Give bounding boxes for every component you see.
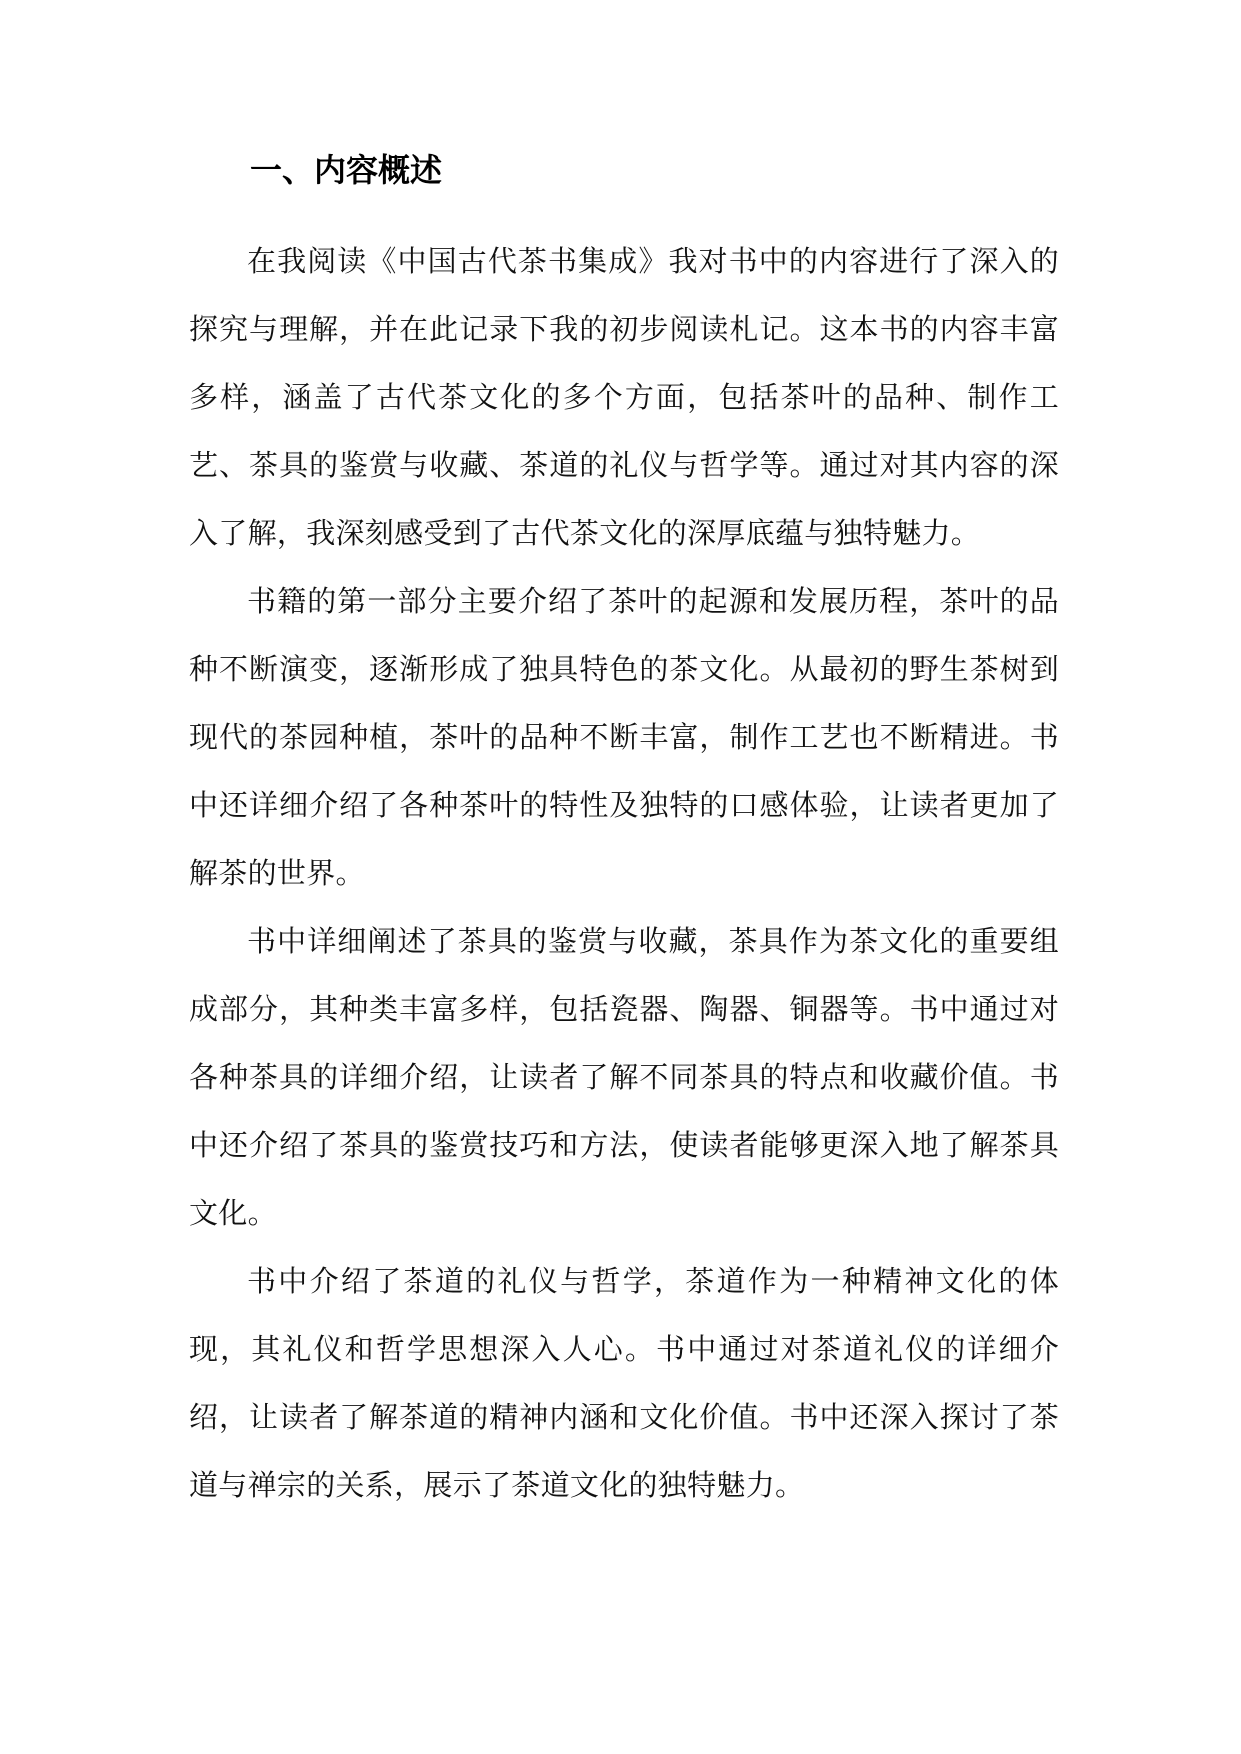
paragraph: 书中详细阐述了茶具的鉴赏与收藏，茶具作为茶文化的重要组成部分，其种类丰富多样，包括瓷器、陶器、铜器等。书中通过对各种茶具的详细介绍，让读者了解不同茶具的特点和收藏价值。书中还介绍了茶具的鉴赏技巧和方法，使读者能够更深入地了解茶具文化。 [189,926,1059,1230]
paragraph: 在我阅读《中国古代茶书集成》我对书中的内容进行了深入的探究与理解，并在此记录下我的初步阅读札记。这本书的内容丰富多样，涵盖了古代茶文化的多个方面，包括茶叶的品种、制作工艺、茶具的鉴赏与收藏、茶道的礼仪与哲学等。通过对其内容的深入了解，我深刻感受到了古代茶文化的深厚底蕴与独特魅力。 [189,246,1059,550]
body-text [189,228,1059,1520]
paragraph: 书中介绍了茶道的礼仪与哲学，茶道作为一种精神文化的体现，其礼仪和哲学思想深入人心。书中通过对茶道礼仪的详细介绍，让读者了解茶道的精神内涵和文化价值。书中还深入探讨了茶道与禅宗的关系，展示了茶道文化的独特魅力。 [189,1266,1059,1502]
section-heading: 一、内容概述 [250,151,443,189]
paragraph: 书籍的第一部分主要介绍了茶叶的起源和发展历程，茶叶的品种不断演变，逐渐形成了独具特色的茶文化。从最初的野生茶树到现代的茶园种植，茶叶的品种不断丰富，制作工艺也不断精进。书中还详细介绍了各种茶叶的特性及独特的口感体验，让读者更加了解茶的世界。 [189,586,1059,890]
